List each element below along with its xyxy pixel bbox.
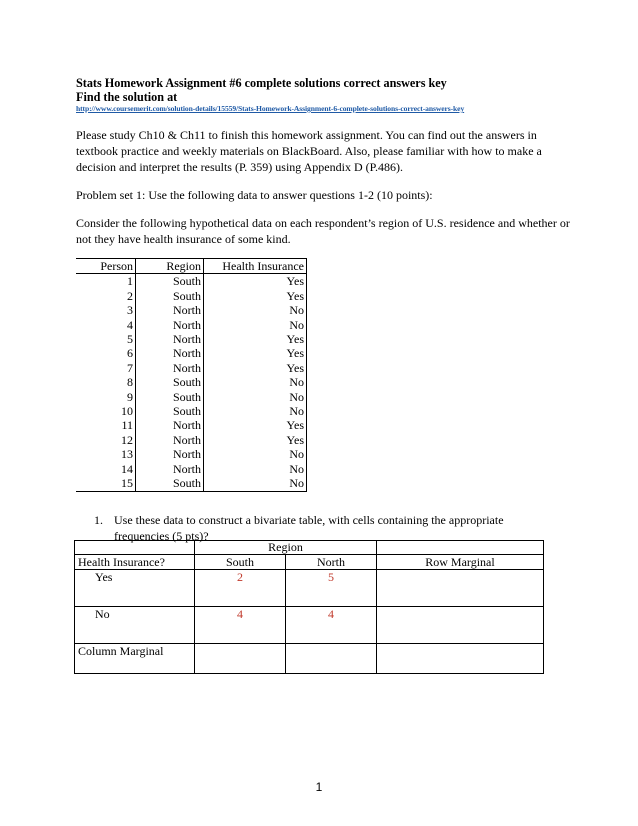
row-header-label: Health Insurance? bbox=[75, 555, 195, 570]
cell-person: 13 bbox=[76, 447, 136, 461]
cell-region: South bbox=[136, 274, 204, 289]
cell-region: North bbox=[136, 447, 204, 461]
cell-region: South bbox=[136, 375, 204, 389]
cell-yes-marginal bbox=[377, 570, 544, 607]
cell-health-insurance: No bbox=[204, 462, 307, 476]
cell-person: 9 bbox=[76, 390, 136, 404]
cell-region: North bbox=[136, 318, 204, 332]
cell-region: North bbox=[136, 462, 204, 476]
header-person: Person bbox=[76, 259, 136, 274]
consider-paragraph: Consider the following hypothetical data on each respondent’s region of U.S. residence and whether or not they have health insurance of some kind. bbox=[76, 216, 570, 246]
cell-empty bbox=[377, 541, 544, 555]
cell-person: 1 bbox=[76, 274, 136, 289]
cell-person: 14 bbox=[76, 462, 136, 476]
intro-paragraph: Please study Ch10 & Ch11 to finish this homework assignment. You can find out the answers in textbook practice and weekly materials on BlackBoard. Also, please familiar with how to make a decision and interpret the results (P. 359) using Appendix D (P.486). bbox=[76, 128, 542, 174]
cell-person: 2 bbox=[76, 289, 136, 303]
cell-region: North bbox=[136, 433, 204, 447]
cell-person: 6 bbox=[76, 346, 136, 360]
document-subtitle: Find the solution at bbox=[76, 90, 178, 104]
cell-region: North bbox=[136, 418, 204, 432]
table-row bbox=[76, 433, 307, 447]
header-region: Region bbox=[136, 259, 204, 274]
table-row bbox=[76, 274, 307, 289]
cell-health-insurance: Yes bbox=[204, 361, 307, 375]
cell-region: North bbox=[136, 361, 204, 375]
question-number: 1. bbox=[94, 513, 103, 527]
cell-no-south: 4 bbox=[195, 607, 286, 644]
cell-health-insurance: No bbox=[204, 404, 307, 418]
table-row bbox=[76, 462, 307, 476]
cell-empty bbox=[75, 541, 195, 555]
table-row bbox=[76, 476, 307, 491]
cell-health-insurance: Yes bbox=[204, 346, 307, 360]
cell-no-marginal bbox=[377, 607, 544, 644]
cell-region: South bbox=[136, 390, 204, 404]
respondent-data-table bbox=[76, 258, 307, 492]
row-yes-label: Yes bbox=[75, 570, 195, 607]
table-row bbox=[76, 390, 307, 404]
cell-person: 11 bbox=[76, 418, 136, 432]
cell-person: 7 bbox=[76, 361, 136, 375]
cell-health-insurance: No bbox=[204, 375, 307, 389]
table-row bbox=[76, 346, 307, 360]
cell-no-north: 4 bbox=[286, 607, 377, 644]
cell-region: South bbox=[136, 404, 204, 418]
cell-yes-south: 2 bbox=[195, 570, 286, 607]
row-no-label: No bbox=[75, 607, 195, 644]
cell-health-insurance: No bbox=[204, 476, 307, 491]
cell-health-insurance: Yes bbox=[204, 332, 307, 346]
cell-colmarg-total bbox=[377, 644, 544, 674]
problem-set-heading: Problem set 1: Use the following data to answer questions 1-2 (10 points): bbox=[76, 188, 433, 202]
cell-region: North bbox=[136, 346, 204, 360]
table-row bbox=[76, 404, 307, 418]
cell-person: 15 bbox=[76, 476, 136, 491]
header-health-insurance: Health Insurance bbox=[204, 259, 307, 274]
cell-region: South bbox=[136, 289, 204, 303]
region-label: Region bbox=[195, 541, 377, 555]
cell-health-insurance: No bbox=[204, 390, 307, 404]
cell-person: 5 bbox=[76, 332, 136, 346]
question-text: Use these data to construct a bivariate table, with cells containing the appropriate frequencies (5 pts)? bbox=[114, 513, 504, 543]
table-row bbox=[76, 332, 307, 346]
table-row bbox=[76, 418, 307, 432]
bivariate-table bbox=[74, 540, 544, 674]
cell-yes-north: 5 bbox=[286, 570, 377, 607]
table-row bbox=[76, 375, 307, 389]
col-south: South bbox=[195, 555, 286, 570]
cell-colmarg-south bbox=[195, 644, 286, 674]
cell-person: 8 bbox=[76, 375, 136, 389]
table-row bbox=[76, 447, 307, 461]
cell-region: North bbox=[136, 332, 204, 346]
cell-person: 10 bbox=[76, 404, 136, 418]
row-column-marginal-label: Column Marginal bbox=[75, 644, 195, 674]
table-row bbox=[76, 361, 307, 375]
table-row bbox=[76, 289, 307, 303]
cell-health-insurance: Yes bbox=[204, 433, 307, 447]
cell-health-insurance: No bbox=[204, 447, 307, 461]
col-north: North bbox=[286, 555, 377, 570]
cell-person: 12 bbox=[76, 433, 136, 447]
cell-health-insurance: Yes bbox=[204, 418, 307, 432]
solution-link[interactable]: http://www.coursemerit.com/solution-details/15559/Stats-Homework-Assignment-6-complete-solutions-correct-answers-key bbox=[76, 104, 465, 113]
table-row bbox=[76, 303, 307, 317]
table-row bbox=[76, 318, 307, 332]
cell-person: 4 bbox=[76, 318, 136, 332]
cell-colmarg-north bbox=[286, 644, 377, 674]
page-number: 1 bbox=[315, 780, 323, 794]
cell-health-insurance: Yes bbox=[204, 274, 307, 289]
cell-region: North bbox=[136, 303, 204, 317]
cell-health-insurance: No bbox=[204, 318, 307, 332]
col-row-marginal: Row Marginal bbox=[377, 555, 544, 570]
cell-health-insurance: No bbox=[204, 303, 307, 317]
cell-person: 3 bbox=[76, 303, 136, 317]
cell-region: South bbox=[136, 476, 204, 491]
cell-health-insurance: Yes bbox=[204, 289, 307, 303]
document-title: Stats Homework Assignment #6 complete solutions correct answers key bbox=[76, 76, 447, 90]
